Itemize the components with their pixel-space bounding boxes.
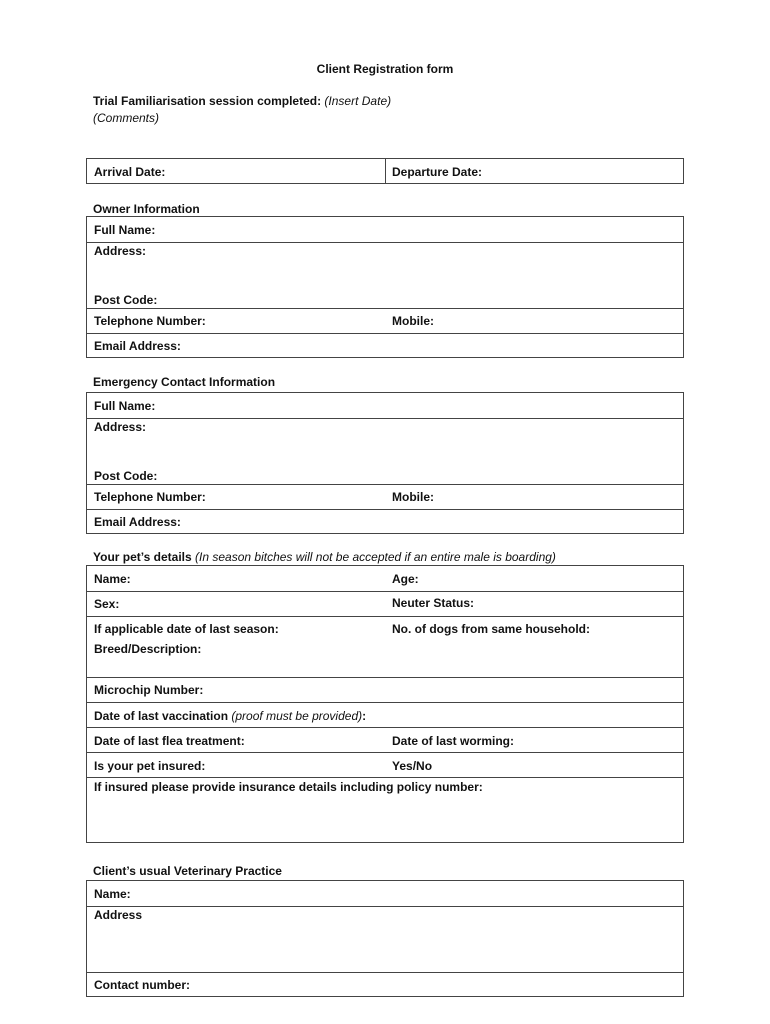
divider xyxy=(87,242,683,243)
divider xyxy=(87,509,683,510)
arrival-date-field[interactable]: Arrival Date: xyxy=(94,165,166,179)
owner-full-name-field[interactable]: Full Name: xyxy=(94,223,156,237)
pet-insured-yes-no[interactable]: Yes/No xyxy=(392,759,433,773)
pet-flea-treatment-field[interactable]: Date of last flea treatment: xyxy=(94,734,245,748)
divider xyxy=(87,616,683,617)
owner-heading: Owner Information xyxy=(93,202,200,216)
divider xyxy=(385,159,386,183)
trial-comments[interactable]: (Comments) xyxy=(93,111,160,125)
vet-heading: Client’s usual Veterinary Practice xyxy=(93,864,282,878)
vet-address-field[interactable]: Address xyxy=(94,908,143,922)
emergency-address-field[interactable]: Address: xyxy=(94,420,147,434)
emergency-full-name-field[interactable]: Full Name: xyxy=(94,399,156,413)
pet-vaccination-colon: : xyxy=(362,709,367,723)
owner-email-field[interactable]: Email Address: xyxy=(94,339,181,353)
pet-sex-field[interactable]: Sex: xyxy=(94,597,120,611)
emergency-telephone-field[interactable]: Telephone Number: xyxy=(94,490,206,504)
divider xyxy=(87,752,683,753)
pet-heading: Your pet’s details xyxy=(93,550,192,564)
divider xyxy=(87,333,683,334)
pet-insured-field[interactable]: Is your pet insured: xyxy=(94,759,206,773)
owner-table xyxy=(86,216,684,358)
divider xyxy=(87,702,683,703)
form-title: Client Registration form xyxy=(316,62,454,76)
divider xyxy=(87,677,683,678)
pet-heading-line xyxy=(93,550,556,564)
vet-table xyxy=(86,880,684,997)
divider xyxy=(87,418,683,419)
dates-table xyxy=(86,158,684,184)
divider xyxy=(87,777,683,778)
pet-dogs-household-field[interactable]: No. of dogs from same household: xyxy=(392,622,591,636)
pet-breed-field[interactable]: Breed/Description: xyxy=(94,642,202,656)
pet-microchip-field[interactable]: Microchip Number: xyxy=(94,683,204,697)
pet-heading-note: (In season bitches will not be accepted if an entire male is boarding) xyxy=(195,550,556,564)
pet-table xyxy=(86,565,684,843)
pet-vaccination-label: Date of last vaccination xyxy=(94,709,229,723)
pet-age-field[interactable]: Age: xyxy=(392,572,419,586)
trial-date-placeholder[interactable]: (Insert Date) xyxy=(324,94,392,108)
emergency-table xyxy=(86,392,684,534)
pet-vaccination-field[interactable] xyxy=(94,709,366,723)
divider xyxy=(87,972,683,973)
emergency-heading: Emergency Contact Information xyxy=(93,375,276,389)
owner-telephone-field[interactable]: Telephone Number: xyxy=(94,314,206,328)
vet-name-field[interactable]: Name: xyxy=(94,887,131,901)
divider xyxy=(87,308,683,309)
pet-name-field[interactable]: Name: xyxy=(94,572,131,586)
pet-insurance-details-field[interactable]: If insured please provide insurance details including policy number: xyxy=(94,780,483,794)
trial-session-label: Trial Familiarisation session completed: xyxy=(93,94,322,108)
pet-worming-field[interactable]: Date of last worming: xyxy=(392,734,515,748)
emergency-post-code-field[interactable]: Post Code: xyxy=(94,469,158,483)
owner-mobile-field[interactable]: Mobile: xyxy=(392,314,434,328)
departure-date-field[interactable]: Departure Date: xyxy=(392,165,483,179)
owner-post-code-field[interactable]: Post Code: xyxy=(94,293,158,307)
pet-neuter-status-field[interactable]: Neuter Status: xyxy=(392,596,475,610)
divider xyxy=(87,591,683,592)
pet-vaccination-note: (proof must be provided) xyxy=(231,709,363,723)
owner-address-field[interactable]: Address: xyxy=(94,244,147,258)
divider xyxy=(87,906,683,907)
vet-contact-number-field[interactable]: Contact number: xyxy=(94,978,190,992)
divider xyxy=(87,727,683,728)
pet-last-season-field[interactable]: If applicable date of last season: xyxy=(94,622,279,636)
emergency-email-field[interactable]: Email Address: xyxy=(94,515,181,529)
emergency-mobile-field[interactable]: Mobile: xyxy=(392,490,434,504)
trial-session-line xyxy=(93,94,391,108)
divider xyxy=(87,484,683,485)
